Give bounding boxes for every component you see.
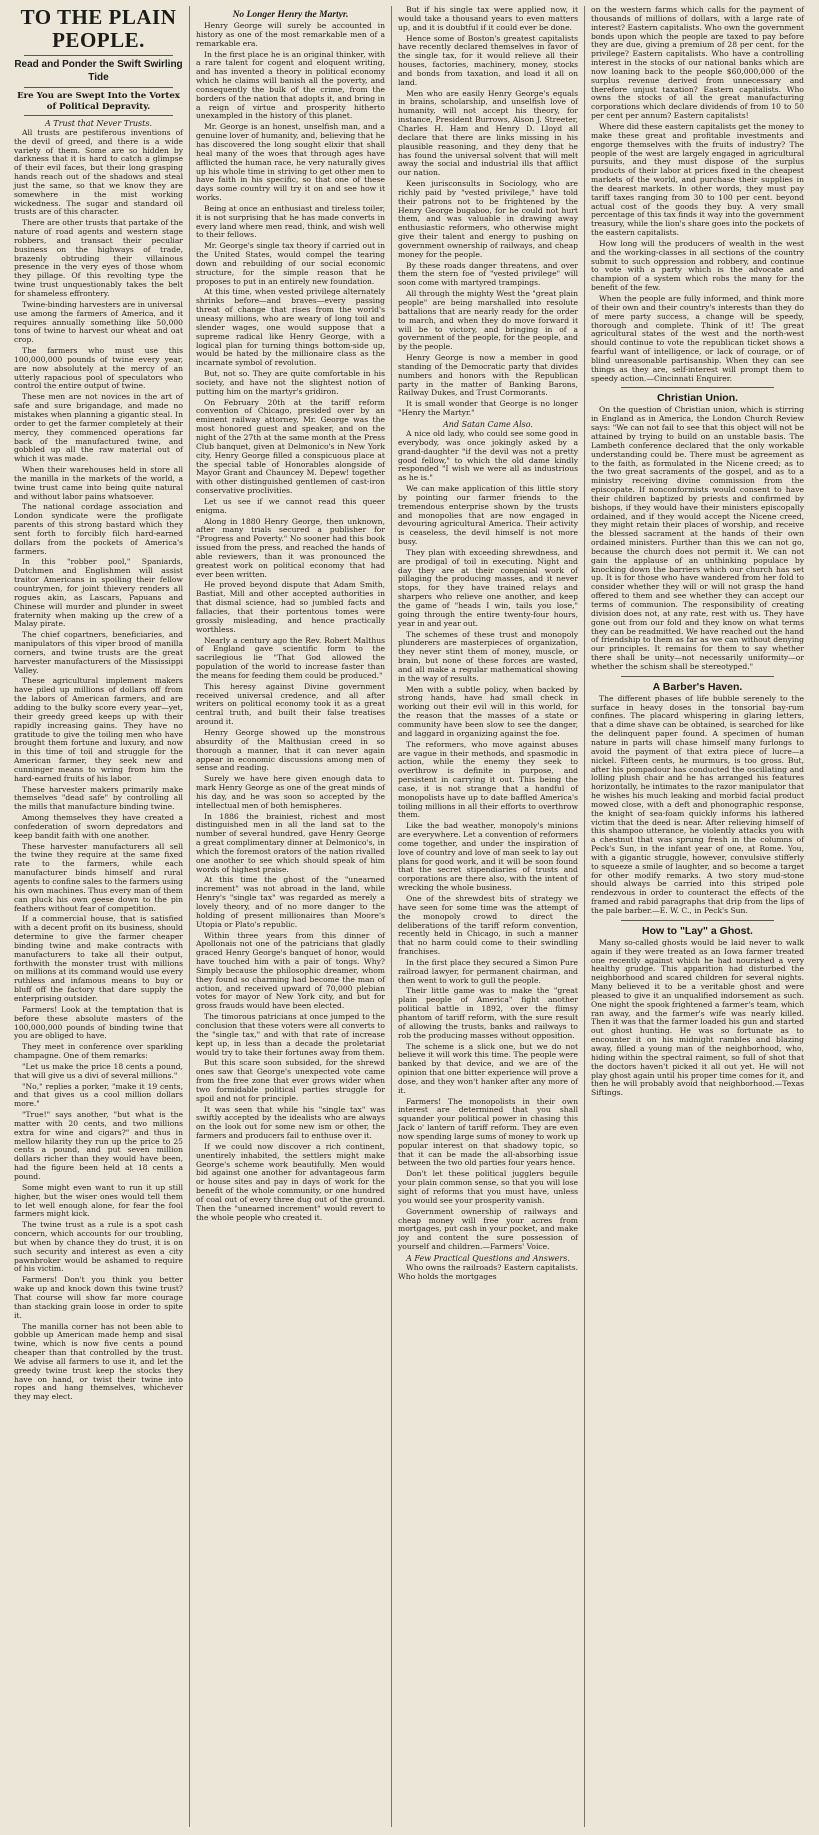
paragraph: At this time, when vested privilege alternately shrinks before—and braves—every passing threat of change that rises from the world's uneasy millions, who are weary of long toil and slender wages, one would suppose that a supreme radical like Henry George, with a logical plan for turning things bottom-side up, would be hated by the millionaire class as the incarnate symbol of revolution.: [196, 287, 385, 368]
paragraph: One of the shrewdest bits of strategy we have seen for some time was the attempt of the monopoly crowd to direct the deliberations of the tariff reform convention, recently held in Chicago, in such a manner that no harm could come to their swindling franchises.: [398, 894, 578, 957]
paragraph: The schemes of these trust and monopoly plunderers are masterpieces of organization, they never stint them of money, muscle, or brain, but none of these forces are wasted, and all make a regular mathematical showing in the way of results.: [398, 629, 578, 683]
paragraph: We can make application of this little story by pointing our farmer friends to the tremendous enterprise shown by the trusts and monopolies that are now engaged in devouring agricultural America. Their activity is ceaseless, the devil himself is not more busy.: [398, 484, 578, 547]
section-divider: [621, 676, 774, 677]
paragraph: Who owns the railroads? Eastern capitalists. Who holds the mortgages: [398, 1262, 579, 1281]
title-rule: [24, 55, 173, 56]
paragraph: These agricultural implement makers have piled up millions of dollars off from the labors of American farmers, and are adding to the bulky score every year—yet, their greedy greed keeps up with their rapidly increasing gains. They have no gratitude to give the toiling men who have brought them fortune and luxury, and now in this time of toil and struggle for the American farmer, they seek new and cunninger means to wring from him the hard-earned fruits of his labor.: [14, 676, 183, 783]
column-1-body: [14, 129, 183, 1402]
paragraph: Government ownership of railways and cheap money will free your acres from mortgages, put cash in your pocket, and make joy and content the sure possession of yourself and children.—Farmers' Voice.: [398, 1206, 578, 1252]
paragraph: Farmers! The monopolists in their own interest are determined that you shall squander your political power in chasing this Jack o' lantern of tariff reform. They are even now spending large sums of money to work up popular interest on that shadowy topic, so that it can be made the all-absorbing issue between the two old parties four years hence.: [398, 1096, 578, 1168]
paragraph: The farmers who must use this 100,000,000 pounds of twine every year, are now absolutely at the mercy of an utterly rapacious pool of speculators who control the entire output of twine.: [14, 346, 183, 391]
article-deck: Read and Ponder the Swift Swirling Tide: [14, 59, 183, 83]
paragraph: These harvester manufacturers all sell the twine they require at the same fixed rate to the farmers, while each manufacturer binds himself and rural agents to confine sales to the farmers using his own machines. Thus every man of them can pluck his own geese down to the pin feathers without fear of competition.: [14, 841, 183, 913]
paragraph: "No," replies a porker, "make it 19 cents, and that gives us a cool million dollars more.": [14, 1081, 183, 1109]
subtitle-rule: [24, 115, 173, 116]
paragraph: How long will the producers of wealth in the west and the working-classes in all sections of the country submit to such oppression and robbery, and continue to vote with a party which is the advocate and champion of a system which robs the many for the benefit of the few.: [591, 238, 804, 293]
paragraph: In 1886 the brainiest, richest and most distinguished men in all the land sat to the number of several hundred, gave Henry George a great complimentary dinner at Delmonico's, in which the foremost orators of the nation rivalled one another to see which should speak of him words of highest praise.: [196, 811, 385, 874]
section-divider: [621, 387, 774, 388]
paragraph: The timorous patricians at once jumped to the conclusion that these voters were all converts to the "single tax," and with that rate of increase kept up, in less than a decade the proletariat would try to take their fortunes away from them.: [196, 1012, 385, 1057]
article-headline: No Longer Henry the Martyr.: [232, 10, 349, 20]
paragraph: Some might even want to run it up still higher, but the wiser ones would tell them to let well enough alone, for fear the fool farmers might kick.: [14, 1182, 183, 1219]
article-headline: Christian Union.: [656, 392, 739, 405]
paragraph: By these roads danger threatens, and over them the stern foe of "vested privilege" will soon come with martyred trampings.: [398, 260, 578, 288]
paragraph: When the people are fully informed, and think more of their own and their country's interests than they do of mere party success, a change will be speedy, thorough and complete. Think of it! The great agricultural states of the west and the north-west should continue to vote the republican ticket shows a fearful want of intelligence, or lack of courage, or of blind unreasonable partisanship. When they can see things as they are, self-interest will prompt them to speedy action.—Cincinnati Enquirer.: [591, 294, 804, 383]
paragraph: All through the mighty West the "great plain people" are being marshalled into resolute battalions that are nearly ready for the order to march, and when they do move forward it will be to victory, and bringing in of a government of the people, for the people, and by the people.: [398, 289, 578, 352]
paragraph: The twine trust as a rule is a spot cash concern, which accounts for our troubling, but when by chance they do trust, it is on such security and interest as even a city pawnbroker would be ashamed to require of his victim.: [14, 1220, 183, 1274]
paragraph: They meet in conference over sparkling champagne. One of them remarks:: [14, 1042, 183, 1061]
paragraph: Mr. George is an honest, unselfish man, and a genuine lover of humanity, and, believing that he has discovered the long sought elixir that shall heal many of the woes that through ages have afflicted the human race, he very naturally gives up his whole time in striving to get other men to have faith in his specific, so that one of these days some country will try it on and see how it works.: [196, 122, 385, 203]
article-subtitle: Ere You are Swept Into the Vortex of Political Depravity.: [17, 91, 180, 112]
paragraph: Nearly a century ago the Rev. Robert Malthus of England gave scientific form to the sacrilegious lie "That God allowed the population of the world to increase faster than the means for feeding them could be produced.": [196, 635, 385, 680]
paragraph: This heresy against Divine government received universal credence, and all after writers on political economy took it as a great central truth, and built their false treatises around it.: [196, 681, 385, 727]
paragraph: They plan with exceeding shrewdness, and are prodigal of toil in executing. Night and day they are at their congenial work of pillaging the producing masses, and it never stops, for they have trained relays and sharpers who relieve one another, and keep the game of "heads I win, tails you lose," going through the entire twenty-four hours, year in and year out.: [398, 547, 578, 628]
paragraph: But if his single tax were applied now, it would take a thousand years to even matters up, and it is doubtful if it could ever be done.: [398, 6, 578, 32]
paragraph: Mr. George's single tax theory if carried out in the United States, would compel the tearing down and rebuilding of our social economic structure, for the simple reason that he proposes to put in an entirely new foundation.: [196, 241, 385, 286]
paragraph: The chief copartners, beneficiaries, and manipulators of this viper brood of manilla corners, and twine trusts are the great harvester manufacturers of the Mississippi Valley.: [14, 630, 183, 675]
article-headline: A Barber's Haven.: [652, 680, 743, 693]
paragraph: on the western farms which calls for the payment of thousands of millions of dollars, with a large rate of interest? Eastern capitalists. Who own the government bonds upon which the people are taxed to pay before they are due, giving a premium of 28 per cent. for the privilege? Eastern capitalists. Who have a controlling interest in the stocks of our national banks which are now loaning back to the people $60,000,000 of the surplus revenue derived from unnecessary and therefore unjust taxation? Eastern capitalists. Who owns the stocks of all the great manufacturing corporations which declare dividends of from 10 to 50 per cent per annum? Eastern capitalists!: [591, 6, 804, 121]
paragraph: On February 20th at the tariff reform convention of Chicago, presided over by an eminent railway attorney, Mr. George was the most honored guest and speaker, and on the night of the 27th at the same month at the Press Club banquet, given at Delmonico's in New York city, Henry George filled a conspicuous place at the special table of Honorables alongside of Mayor Grant and Chauncey M. Depew! together with other distinguished gentlemen of cast-iron conservative proclivities.: [196, 397, 385, 496]
paragraph: But this scare soon subsided, for the shrewd ones saw that George's unexpected vote came from the free zone that ever grows wider when two formidable political parties struggle for spoil and not for principle.: [196, 1058, 385, 1103]
paragraph: If a commercial house, that is satisfied with a decent profit on its business, should determine to give the farmer cheaper binding twine and make contracts with manufacturers to take all their output, forthwith the monster trust with millions on millions at its command would use every ruthless and infamous means to buy or bluff off the factory that dare supply the enterprising outsider.: [14, 914, 183, 1003]
paragraph: Don't let these political jugglers beguile your plain common sense, so that you will lose sight of reforms that you must have, unless you would see your prosperity vanish.: [398, 1169, 578, 1205]
ghost-body: [591, 939, 804, 1098]
paragraph: "Let us make the price 18 cents a pound, that will give us a divi of several millions.": [14, 1061, 183, 1080]
paragraph: Within three years from this dinner of Apollonais not one of the patricians that gladly graced Henry George's banquet of honor, would have touched him with a pair of tongs. Why? Simply because the philosophic dreamer, whom they found so charming had become the man of action, and received upward of 70,000 plebian votes for mayor of New York city, and but for gross frauds would have been elected.: [196, 930, 385, 1011]
paragraph: At this time the ghost of the "unearned increment" was not abroad in the land, while Henry's "single tax" was regarded as merely a lovely theory, and of no more danger to the holding of present millionaires than Moore's Utopia or Plato's republic.: [196, 875, 385, 929]
column-4-body: [591, 6, 804, 383]
paragraph: These harvester makers primarily make themselves "dead safe" by controlling all the mills that manufacture binding twine.: [14, 784, 183, 812]
column-1: [8, 6, 190, 1827]
christian-union-body: [591, 406, 804, 671]
paragraph: Farmers! Don't you think you better wake up and knock down this twine trust? That course will show far more courage than stacking grain loose in order to spite it.: [14, 1275, 183, 1320]
paragraph: Being at once an enthusiast and tireless toiler, it is not surprising that he has made converts in every land where men read, think, and wish well to their fellows.: [196, 203, 385, 240]
paragraph: Where did these eastern capitalists get the money to make these great and profitable investments and engorge themselves with the fruits of industry? The people of the west are largely engaged in agricultural pursuits, and they must dispose of the surplus products of their labor at prices fixed in the cheapest markets of the world, and purchase their supplies in the dearest markets. In other words, they must pay tariff taxes ranging from 30 to 100 per cent. beyond actual cost of the goods they buy. A very small percentage of this tax finds it way into the government treasury, while the lion's share goes into the pockets of the eastern capitalists.: [591, 121, 804, 238]
paragraph: If we could now discover a rich continent, unentirely inhabited, the settlers might make George's scheme work beautifully. Men would bid against one another for advantageous farm or house sites and pay in days of work for the benefit of the whole community, or one hundred of coal out of every three dug out of the ground. Then the "unearned increment" would revert to the whole people who created it.: [196, 1141, 385, 1222]
column-3: [392, 6, 585, 1827]
paragraph: Many so-called ghosts would be laid never to walk again if they were treated as an Iowa farmer treated one recently against which he had nourished a very healthy grudge. This apparition had disturbed the neighborhood and scared children for several nights. Many believed it to be a veritable ghost and were pleased to give it an unqualified indorsement as such. One night the spook frightened a farmer's team, which ran away, and the farmer's wife was nearly killed. Then it was that the farmer loaded his gun and started out ghost hunting. He was so fortunate as to encounter it on his midnight rambles and blazing away, filled a young man of the neighborhood, who, hiding within the spectral raiment, so full of shot that the doctors haven't picked it all out yet. He will not play ghost again until his proper time comes for it, and then he will probably avoid that neighborhood.—Texas Siftings.: [591, 937, 804, 1098]
main-title: TO THE PLAIN PEOPLE.: [20, 6, 177, 53]
paragraph: Hence some of Boston's greatest capitalists have recently declared themselves in favor of the single tax, for it would relieve all their houses, factories, machinery, money, stocks and bonds from taxation, and load it all on land.: [398, 33, 578, 87]
paragraph: Men with a subtle policy, when backed by strong hands, have had small check in working out their evil will in this world, for the reason that the masses of a state or community have been slow to see the danger, and laggard in organizing against the foe.: [398, 684, 578, 738]
paragraph: Farmers! Look at the temptation that is before these absolute masters of the 100,000,000 pounds of binding twine that you are obliged to have.: [14, 1004, 183, 1041]
paragraph: Henry George is now a member in good standing of the Democratic party that divides numbers and honors with the Republican party in the matter of Banking Barons, Railway Dukes, and Trust Cormorants.: [398, 353, 578, 398]
section-subhead: And Satan Came Also.: [443, 419, 533, 429]
paragraph: Like the bad weather, monopoly's minions are everywhere. Let a convention of reformers come together, and under the inspiration of love of country and love of man seek to lay out plans for good work, and it will be soon found that the secret stipendiaries of trusts and corporations are there also, with the intent of wrecking the whole business.: [398, 821, 578, 893]
barber-body: [591, 695, 804, 916]
paragraph: Surely we have here given enough data to mark Henry George as one of the great minds of his day, and he was soon so accepted by the intellectual men of both hemispheres.: [196, 774, 385, 810]
paragraph: All trusts are pestiferous inventions of the devil of greed, and there is a wide variety of them. Some are so hidden by darkness that it is hard to catch a glimpse of their evil faces, but their long grasping hands reach out of the shadows and steal just the same, so that we know they are somewhere in the mist working wickedness. The sugar and standard oil trusts are of this character.: [14, 127, 183, 217]
paragraph: The reformers, who move against abuses are vague in their methods, and spasmodic in action, while the enemy they seek to overthrow is definite in purpose, and persistent in carrying it out. This being the case, it is not strange that a handful of monopolists have up to date baffled America's toiling millions in all their efforts to overthrow them.: [398, 739, 578, 820]
paragraph: Henry George will surely be accounted in history as one of the most remarkable men of a remarkable era.: [196, 21, 385, 48]
article-headline: How to "Lay" a Ghost.: [642, 924, 753, 937]
paragraph: In this "robber pool," Spaniards, Dutchmen and Englishmen will assist traitor Americans in spoiling their fellow countrymen, for joint thievery renders all rogues akin, as Lascars, Papuans and Chinese will murder and plunder in sweet fraternity when making up the crew of a Malay pirate.: [14, 557, 183, 629]
column-2: [190, 6, 392, 1827]
paragraph: Along in 1880 Henry George, then unknown, after many trials secured a publisher for "Progress and Poverty." No sooner had this book issued from the press, and reached the hands of able reviewers, than it was pronounced the greatest work on political economy that had ever been written.: [196, 516, 385, 579]
paragraph: A nice old lady, who could see some good in everybody, was once jokingly asked by a grand-daughter "if the devil was not a pretty good fellow," to which the old dame kindly responded "I wish we were all as industrious as he is.": [398, 428, 578, 483]
column-2-body: [196, 22, 385, 1223]
paragraph: There are other trusts that partake of the nature of road agents and western stage robbers, and transact their peculiar business on the highways of trade, brazenly obtruding their villainous presence in the very eyes of those whom they pillage. Of this revolting type the twine trust unquestionably takes the belt for shameless effrontery.: [14, 218, 183, 298]
paragraph: These men are not novices in the art of safe and sure brigandage, and made no mistakes when planning a gigantic steal. In order to get the farmer completely at their mercy, they commenced operations far back of the manufactured twine, and gobbled up all the raw material out of which it was made.: [14, 392, 183, 464]
paragraph: Twine-binding harvesters are in universal use among the farmers of America, and it requires annually something like 50,000 tons of twine to harvest our wheat and oat crop.: [14, 299, 183, 345]
paragraph: It was seen that while his "single tax" was swiftly accepted by the idealists who are always on the look out for some new ism or other, the farmers and producers fail to enthuse over it.: [196, 1104, 385, 1141]
paragraph: The scheme is a slick one, but we do not believe it will work this time. The people were banked by that device, and we are of the opinion that one bitter experience will prove a dose, and they won't hanker after any more of it.: [398, 1041, 578, 1095]
paragraph: When their warehouses held in store all the manilla in the markets of the world, a twine trust came into being quite natural and without labor pains whatsoever.: [14, 465, 183, 501]
paragraph: "True!" says another, "but what is the matter with 20 cents, and two millions extra for wine and cigars?" and thus in mellow hilarity they run up the price to 25 cents a pound, and put seven million dollars richer than they would have been, had the figure been held at 18 cents a pound.: [14, 1110, 183, 1181]
paragraph: The manilla corner has not been able to gobble up American made hemp and sisal twine, which is now five cents a pound cheaper than that controlled by the trust. We advise all farmers to use it, and let the greedy twine trust keep the stocks they have on hand, or twist their twine into ropes and hang themselves, whichever they may elect.: [14, 1321, 183, 1402]
paragraph: Keen jurisconsults in Sociology, who are richly paid by "vested privilege," have told their patrons not to be frightened by the Henry George bugaboo, for he could not hurt them, and was valuable in drawing away enthusiastic reformers, who otherwise might give their talent and energy to pushing on government ownership of railways, and cheap money for the people.: [398, 179, 578, 259]
paragraph: In the first place he is an original thinker, with a rare talent for cogent and eloquent writing, and has invented a theory in political economy which he claims will banish all the poverty, and consequently the bulk of the crime, from the borders of the nation that adopts it, and bring in a reign of virtue and prosperity hitherto unexampled in the history of this planet.: [196, 49, 385, 121]
paragraph: He proved beyond dispute that Adam Smith, Bastiat, Mill and other accepted authorities in that dismal science, had so jumbled facts and fallacies, that their portentous tomes were grossly misleading, and hence practically worthless.: [196, 580, 385, 634]
paragraph: On the question of Christian union, which is stirring in England as in America, the London Church Review says: "We can not fail to see that this object will not be attained by trying to build on an unstable basis. The Lambeth conference declared that the only workable understanding could be. There must be agreement as to the faith, as formulated in the Nicene creed; as to the two great sacraments of the gospel, and as to a ministry receiving divine commission from the episcopate. If nonconformists would consent to have their children baptized by priests and confirmed by bishops, if they would have their ministers episcopally ordained, and if they would accept the Nicene creed, they might retain their places of worship, and receive the blessed sacrament at the hands of their own ordained ministers. Further than this we can not go, because the church does not permit it. We can not gain the applause of an unthinking populace by knocking down the barriers which our church has set up. It is for those who have wandered from her fold to consider whether they will or will not grasp the hand offered to them and see whether they can accept our terms of communion. The responsibility of creating division does not, at any rate, rest with us. They have gone out from our fold and they know on what terms they can be readmitted. We have reached out the hand of friendship to them as far as we can without denying our principles. It remains for them to say whether there shall be unity—not necessarily uniformity—or whether the schism shall be stereotyped.": [591, 405, 804, 671]
paragraph: The different phases of life bubble serenely to the surface in heavy doses in the tonsorial bay-rum confines. The placard whispering in glaring letters, that a dime shave can be obtained, is searched for like the delinquent paper found. A specimen of human nature in parts will chase himself many furlongs to avoid the payment of that extra piece of lucre—a nickel. Fifteen cents, he murmurs, is too gross. But, after his pompadour has conducted the oscillating and lolling plush chair and he has arranged his features horizontally, he intimates to the razor manipulator that he wishes his much leaking and morbid facial product mowed close, with a deft and phonographic response, the knight of sea-foam quickly informs his lathered victim that the deed is near. After relieving himself of this shampoo utterance, he violently attacks you with a chestnut that was sprung fresh in the columns of Peck's Sun, in the infant year of one, at Rome. You, with a gigantic struggle, however, convulsive stifferly to squeeze a smile of laughter, and so become a target for other modify remarks. A two story mud-stone should always be carried into this striped pole rendezvous in order to counteract the effects of the framed and rabid paragraphs that drip from the lips of the pale barber.—E. W. C., in Peck's Sun.: [591, 693, 804, 915]
section-subhead: A Few Practical Questions and Answers.: [406, 1253, 570, 1263]
paragraph: Among themselves they have created a confederation of sworn depredators and keep bandit faith with one another.: [14, 813, 183, 840]
column-3-body-2: [398, 430, 578, 1252]
deck-rule: [24, 87, 173, 88]
section-subhead: A Trust that Never Trusts.: [44, 118, 153, 128]
paragraph: It is small wonder that George is no longer "Henry the Martyr.": [398, 399, 578, 418]
paragraph: But, not so. They are quite comfortable in his society, and have not the slightest notion of putting him on the martyr's gridiron.: [196, 369, 385, 396]
paragraph: Let us see if we cannot read this queer enigma.: [196, 496, 385, 515]
paragraph: Men who are easily Henry George's equals in brains, scholarship, and unselfish love of humanity, will not accept his theory, for instance, President Burrows, Alson J. Streeter, Charles H. Ham and Henry D. Lloyd all declare that there are links missing in his plausible reasoning, and they deny that he has found the universal solvent that will melt away the social and industrial ills that afflict our nation.: [398, 88, 578, 178]
column-4: [585, 6, 810, 1827]
paragraph: In the first place they secured a Simon Pure railroad lawyer, for permanent chairman, and then went to work to gull the people.: [398, 957, 578, 985]
paragraph: Henry George showed up the monstrous absurdity of the Malthusian creed in so thorough a manner, that it can never again appear in economic discussions among men of sense and reading.: [196, 727, 385, 773]
paragraph: Their little game was to make the "great plain people of America" fight another political battle in 1892, over the flimsy phantom of tariff reform, with the sure result of allowing the trusts, banks and railways to rob the producing masses without opposition.: [398, 986, 578, 1040]
section-divider: [621, 920, 774, 921]
column-3-body: [398, 6, 578, 418]
paragraph: The national cordage association and London syndicate were the profligate parents of this strong bastard which they sent forth to forcibly filch hard-earned dollars from the pockets of America's farmers.: [14, 502, 183, 556]
